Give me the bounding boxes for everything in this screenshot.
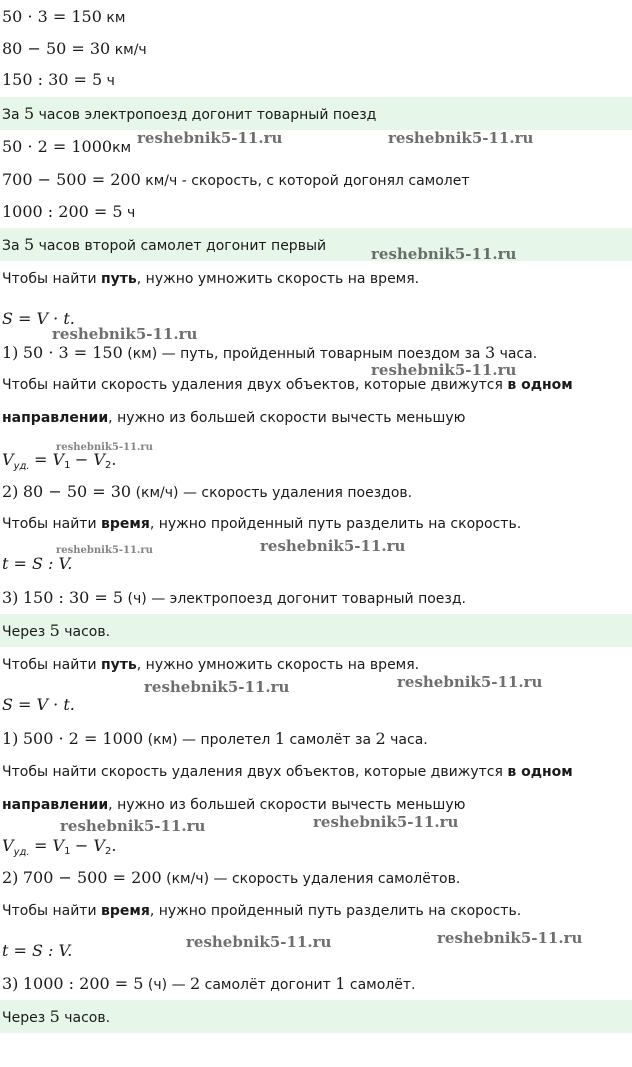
equation-line [0,170,632,191]
equation: 80 − 50 = 30 [2,39,111,58]
step-line: 3) 1000 : 200 = 5 (ч) — 2 самолёт догонит 1 самолёт. [2,974,416,993]
watermark: reshebnik5-11.ru [397,673,543,691]
rule-text: Чтобы найти время, нужно пройденный путь разделить на скорость. [2,903,522,919]
answer-highlight: За 5 часов второй самолет догонит первый [0,228,632,261]
watermark: reshebnik5-11.ru [260,537,406,555]
unit: км [112,140,132,156]
unit: км [106,10,126,26]
rule-text: Чтобы найти скорость удаления двух объектов, которые движутся в одном [2,377,573,393]
watermark: reshebnik5-11.ru [56,545,153,556]
watermark: reshebnik5-11.ru [371,361,517,379]
step-line: 3) 150 : 30 = 5 (ч) — электропоезд догонит товарный поезд. [2,588,466,607]
rule-text: направлении, нужно из большей скорости вычесть меньшую [2,797,466,813]
formula: t = S : V. [2,941,73,960]
equation-line [0,137,632,158]
formula: $V_{уд.} = V_1 - V_2$. [2,836,117,858]
watermark: reshebnik5-11.ru [60,817,206,835]
equation-line [0,7,632,28]
watermark: reshebnik5-11.ru [144,678,290,696]
watermark: reshebnik5-11.ru [186,933,332,951]
equation: 50 · 3 = 150 [2,7,102,26]
equation: 150 : 30 = 5 [2,70,103,89]
formula: $V_{уд.} = V_1 - V_2$. [2,450,117,472]
watermark: reshebnik5-11.ru [371,245,517,263]
watermark: reshebnik5-11.ru [313,813,459,831]
unit: ч [106,73,115,89]
step-line: 1) 500 · 2 = 1000 (км) — пролетел 1 самолёт за 2 часа. [2,729,428,748]
watermark: reshebnik5-11.ru [52,325,198,343]
answer-highlight: За 5 часов электропоезд догонит товарный поезд [0,97,632,130]
answer-highlight: Через 5 часов. [0,614,632,647]
rule-text: Чтобы найти путь, нужно умножить скорость на время. [2,657,420,673]
unit: км/ч [114,42,147,58]
answer-highlight: Через 5 часов. [0,1000,632,1033]
rule-text: Чтобы найти время, нужно пройденный путь разделить на скорость. [2,516,522,532]
watermark: reshebnik5-11.ru [388,129,534,147]
formula: S = V · t. [2,695,75,714]
rule-text: Чтобы найти скорость удаления двух объектов, которые движутся в одном [2,764,573,780]
step-line: 2) 80 − 50 = 30 (км/ч) — скорость удаления поездов. [2,482,413,501]
formula: S = V · t. [2,309,75,328]
rule-text: направлении, нужно из большей скорости вычесть меньшую [2,410,466,426]
step-line: 2) 700 − 500 = 200 (км/ч) — скорость удаления самолётов. [2,868,461,887]
equation: 1000 : 200 = 5 [2,202,123,221]
formula: t = S : V. [2,554,73,573]
unit: км/ч - скорость, с которой догонял самолет [145,173,470,189]
equation-line [0,202,632,223]
watermark: reshebnik5-11.ru [56,442,153,453]
watermark: reshebnik5-11.ru [437,929,583,947]
equation-line [0,39,632,60]
step-line: 1) 50 · 3 = 150 (км) — путь, пройденный товарным поездом за 3 часа. [2,343,538,362]
rule-text: Чтобы найти путь, нужно умножить скорость на время. [2,271,420,287]
equation: 50 · 2 = 1000 [2,137,113,156]
equation: 700 − 500 = 200 [2,170,141,189]
equation-line [0,70,632,91]
unit: ч [127,205,136,221]
watermark: reshebnik5-11.ru [137,129,283,147]
